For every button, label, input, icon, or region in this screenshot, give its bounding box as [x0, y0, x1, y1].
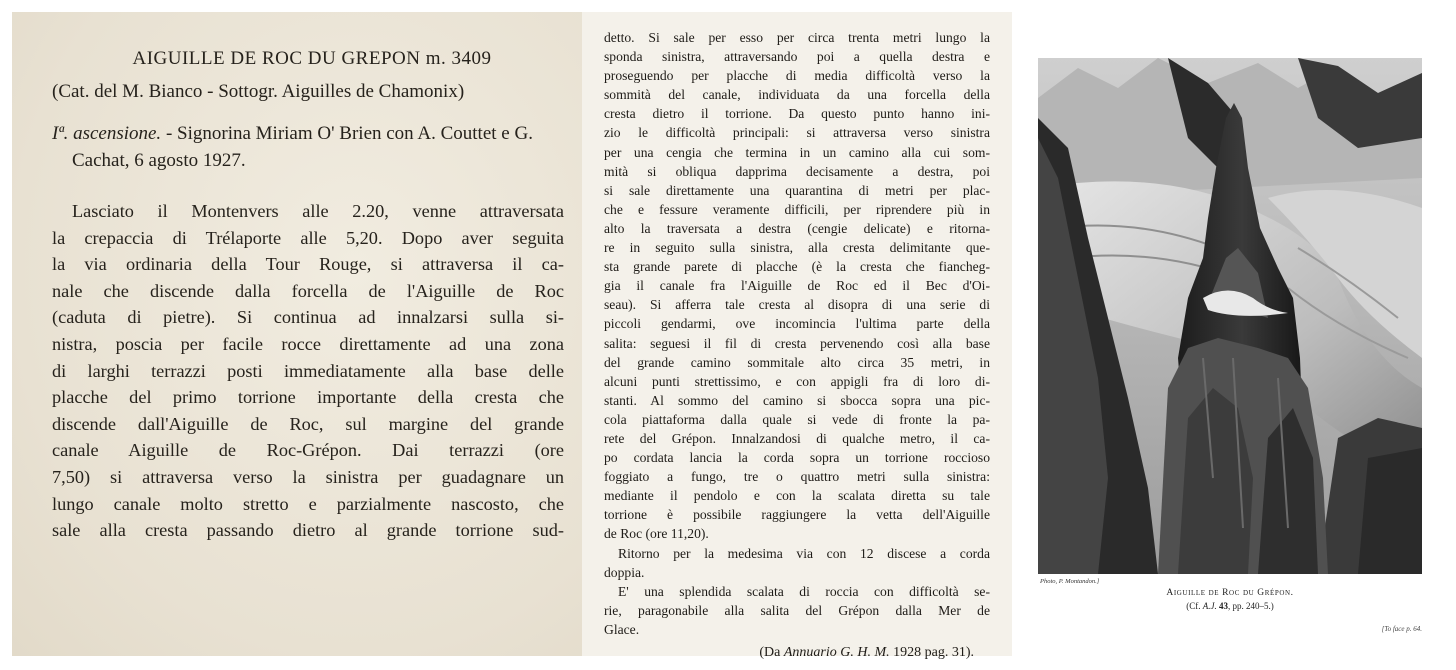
- text-line: doppia.: [604, 564, 645, 580]
- source-journal: Annuario G. H. M.: [783, 645, 890, 660]
- text-line: sponda sinistra, attraversando poi a quella destra e: [604, 49, 990, 65]
- text-line: salita: seguesi il fil di cresta pervenendo così alla base: [604, 335, 990, 351]
- text-line: proseguendo per placche di media difficoltà verso la: [604, 68, 990, 84]
- text-line: placche del primo torrione importante della cresta che: [52, 387, 564, 408]
- left-body-text: [52, 198, 564, 544]
- text-line: che e fessure veramente difficili, per riprendere più in: [604, 201, 990, 217]
- ascent-text: - Signorina Miriam O' Brien con A. Couttet e G. Cachat, 6 agosto 1927.: [72, 123, 533, 171]
- text-line: del grande camino sommitale alto circa 35 metri, in: [604, 354, 990, 370]
- text-line: lungo canale molto stretto e parzialmente nascosto, che: [52, 493, 564, 514]
- text-line: alcuni punti strettissimo, e con appigli fra di loro di-: [604, 373, 990, 389]
- text-line: la crepaccia di Trélaporte alle 5,20. Dopo aver seguita: [52, 227, 564, 248]
- ascent-label: Iª. ascensione.: [52, 123, 162, 144]
- text-line: si sale direttamente una quarantina di metri per plac-: [604, 182, 990, 198]
- source-prefix: (Da: [759, 645, 784, 660]
- text-line: Ritorno per la medesima via con 12 discese a corda: [618, 545, 990, 561]
- text-line: mità si obliqua dapprima decisamente a destra, poi: [604, 163, 990, 179]
- article-subtitle: (Cat. del M. Bianco - Sottogr. Aiguilles de Chamonix): [52, 81, 465, 102]
- text-line: torrione è possibile raggiungere la vetta dell'Aiguille: [604, 507, 990, 523]
- photo-credit: Photo, P. Montandon.]: [1040, 578, 1100, 585]
- text-line: piccoli gendarmi, ove incomincia l'ultima parte della: [604, 316, 990, 332]
- mountain-photo-illustration: [1038, 58, 1422, 574]
- article-title: AIGUILLE DE ROC DU GREPON m. 3409: [132, 48, 492, 69]
- text-line: (caduta di pietre). Si continua ad innalzarsi sulla si-: [52, 307, 564, 328]
- middle-page: [582, 12, 1012, 660]
- text-line: detto. Si sale per esso per circa trenta metri lungo la: [604, 30, 990, 45]
- text-line: zio le difficoltà principali: si attraversa verso sinistra: [604, 125, 990, 141]
- text-line: re in seguito sulla sinistra, alla cresta delimitante que-: [604, 240, 990, 256]
- text-line: di larghi terrazzi posti immediatamente alla base delle: [52, 360, 564, 381]
- text-line: mediante il pendolo e con la scalata diretta su tale: [604, 488, 990, 504]
- text-line: gia il canale fra l'Aiguille de Roc ed il Bec d'Oi-: [604, 278, 990, 294]
- text-line: Lasciato il Montenvers alle 2.20, venne attraversata: [72, 201, 564, 221]
- text-line: sale alla cresta passando dietro al grande torrione sud-: [52, 520, 564, 541]
- mountain-photo: [1038, 58, 1422, 574]
- text-line: nale che discende dalla forcella de l'Aiguille de Roc: [52, 280, 564, 301]
- text-line: sta grande parete di placche (è la cresta che fiancheg-: [604, 259, 990, 275]
- ref-volume: 43: [1219, 601, 1228, 611]
- text-line: per una cengia che termina in un camino alla cui som-: [604, 144, 990, 160]
- to-face-note: [To face p. 64.: [1381, 625, 1422, 633]
- ref-pages: , pp. 240–5.): [1228, 601, 1274, 611]
- text-line: E' una splendida scalata di roccia con difficoltà se-: [618, 583, 990, 599]
- text-line: cola piattaforma dalla quale si vede di fronte la pa-: [604, 411, 990, 427]
- text-line: sommità del canale, individuata da una forcella della: [604, 87, 990, 103]
- first-ascent-line: [52, 120, 564, 174]
- text-line: cresta dietro il torrione. Da questo punto hanno ini-: [604, 106, 990, 122]
- text-line: alto la traversata a destra (cengie delicate) e ritorna-: [604, 220, 990, 236]
- text-line: rete del Grépon. Innalzandosi di qualche metro, il ca-: [604, 430, 990, 446]
- ref-prefix: (Cf.: [1186, 601, 1203, 611]
- plate-caption: Aiguille de Roc du Grépon.: [1166, 588, 1294, 598]
- text-line: 7,50) si attraversa verso la sinistra per guadagnare un: [52, 466, 564, 487]
- plate-reference: [1038, 601, 1422, 611]
- text-line: Glace.: [604, 621, 640, 637]
- middle-body-text: [604, 28, 990, 639]
- text-line: nistra, poscia per facile rocce direttamente ad una zona: [52, 333, 564, 354]
- text-line: rie, paragonabile alla salita del Grépon dalla Mer de: [604, 602, 990, 618]
- text-line: stanti. Al sommo del camino si sbocca sopra una pic-: [604, 392, 990, 408]
- text-line: po cordata lancia la corda sopra un torrione roccioso: [604, 450, 990, 466]
- text-line: seau). Si afferra tale cresta al disopra di una serie di: [604, 297, 990, 313]
- ref-journal: A.J.: [1202, 601, 1217, 611]
- left-scanned-page: [12, 12, 582, 656]
- text-line: la via ordinaria della Tour Rouge, si attraversa il ca-: [52, 254, 564, 275]
- source-citation: [604, 645, 990, 661]
- text-line: canale Aiguille de Roc-Grépon. Dai terrazzi (ore: [52, 440, 564, 461]
- text-line: discende dall'Aiguille de Roc, sul margine del grande: [52, 413, 564, 434]
- text-line: de Roc (ore 11,20).: [604, 526, 709, 542]
- text-line: foggiato a fungo, tre o quattro metri sulla sinistra:: [604, 469, 990, 485]
- source-suffix: 1928 pag. 31).: [889, 645, 974, 660]
